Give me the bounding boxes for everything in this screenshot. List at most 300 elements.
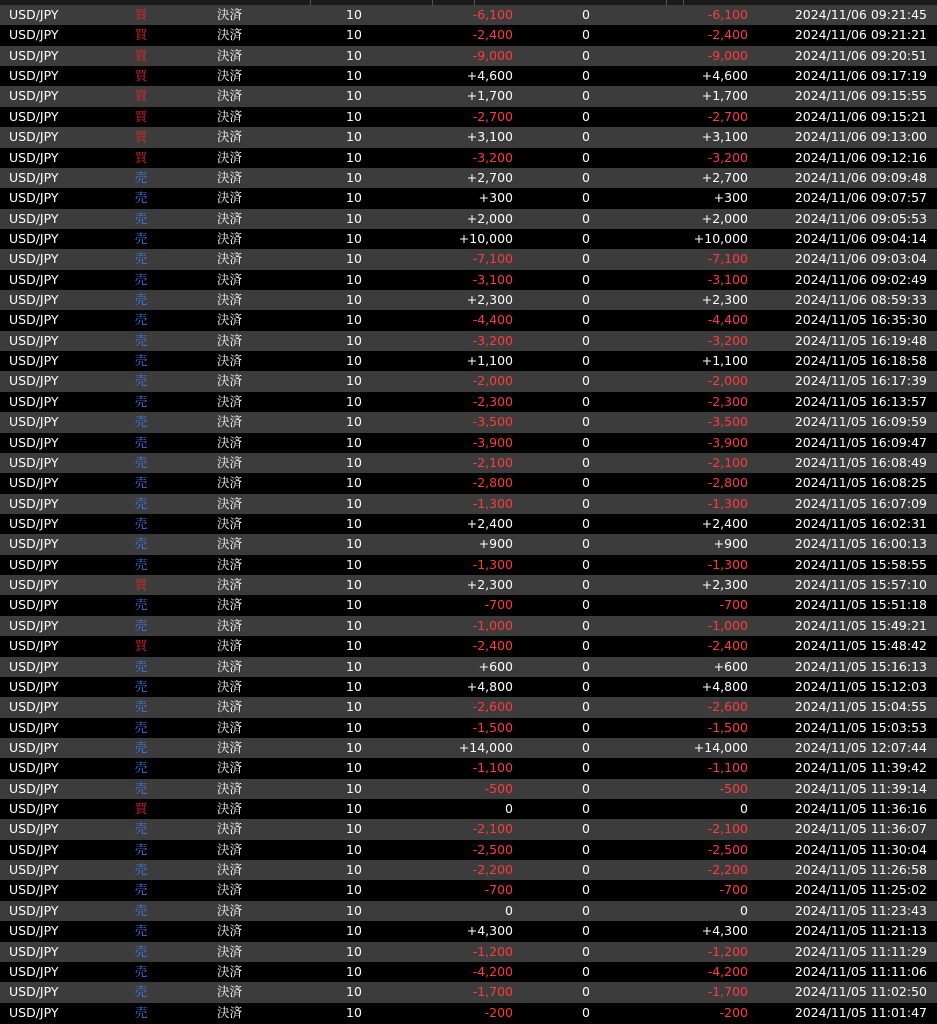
trade-type-cell: 決済 [217, 475, 243, 491]
quantity-cell: 10 [346, 638, 362, 654]
swap-cell: 0 [582, 190, 590, 206]
table-row[interactable] [0, 249, 937, 269]
trade-type-cell: 決済 [217, 434, 243, 450]
side-cell: 売 [134, 556, 148, 572]
quantity-cell: 10 [346, 454, 362, 470]
currency-pair-cell: USD/JPY [9, 597, 59, 613]
currency-pair-cell: USD/JPY [9, 434, 59, 450]
profit-loss-cell: -3,100 [472, 271, 513, 287]
trade-type-cell: 決済 [217, 984, 243, 1000]
swap-cell: 0 [582, 617, 590, 633]
trade-type-cell: 決済 [217, 292, 243, 308]
total-pl-cell: -9,000 [707, 47, 748, 63]
profit-loss-cell: -2,400 [472, 27, 513, 43]
total-pl-cell: +2,300 [701, 577, 748, 593]
swap-cell: 0 [582, 47, 590, 63]
profit-loss-cell: -3,500 [472, 414, 513, 430]
trade-type-cell: 決済 [217, 841, 243, 857]
currency-pair-cell: USD/JPY [9, 230, 59, 246]
total-pl-cell: +2,700 [701, 169, 748, 185]
profit-loss-cell: -3,900 [472, 434, 513, 450]
table-row[interactable] [0, 1003, 937, 1023]
timestamp-cell: 2024/11/06 09:03:04 [794, 251, 927, 267]
swap-cell: 0 [582, 454, 590, 470]
total-pl-cell: -3,200 [707, 332, 748, 348]
quantity-cell: 10 [346, 577, 362, 593]
quantity-cell: 10 [346, 739, 362, 755]
quantity-cell: 10 [346, 780, 362, 796]
profit-loss-cell: +300 [478, 190, 513, 206]
quantity-cell: 10 [346, 556, 362, 572]
currency-pair-cell: USD/JPY [9, 739, 59, 755]
timestamp-cell: 2024/11/05 15:48:42 [794, 638, 927, 654]
swap-cell: 0 [582, 27, 590, 43]
table-row[interactable] [0, 982, 937, 1002]
trade-type-cell: 決済 [217, 902, 243, 918]
table-row[interactable] [0, 453, 937, 473]
timestamp-cell: 2024/11/05 11:11:29 [794, 943, 927, 959]
side-cell: 売 [134, 923, 148, 939]
timestamp-cell: 2024/11/06 09:07:57 [794, 190, 927, 206]
timestamp-cell: 2024/11/05 15:51:18 [794, 597, 927, 613]
swap-cell: 0 [582, 1004, 590, 1020]
quantity-cell: 10 [346, 312, 362, 328]
table-row[interactable] [0, 168, 937, 188]
currency-pair-cell: USD/JPY [9, 169, 59, 185]
table-row[interactable] [0, 534, 937, 554]
timestamp-cell: 2024/11/06 09:15:55 [794, 88, 927, 104]
timestamp-cell: 2024/11/05 16:07:09 [794, 495, 927, 511]
total-pl-cell: +2,000 [701, 210, 748, 226]
currency-pair-cell: USD/JPY [9, 515, 59, 531]
currency-pair-cell: USD/JPY [9, 882, 59, 898]
trade-type-cell: 決済 [217, 719, 243, 735]
side-cell: 売 [134, 617, 148, 633]
trade-type-cell: 決済 [217, 373, 243, 389]
swap-cell: 0 [582, 292, 590, 308]
table-row[interactable] [0, 494, 937, 514]
side-cell: 売 [134, 190, 148, 206]
timestamp-cell: 2024/11/06 09:13:00 [794, 129, 927, 145]
table-row[interactable] [0, 107, 937, 127]
swap-cell: 0 [582, 495, 590, 511]
trade-type-cell: 決済 [217, 271, 243, 287]
timestamp-cell: 2024/11/05 16:09:47 [794, 434, 927, 450]
profit-loss-cell: +10,000 [458, 230, 513, 246]
total-pl-cell: +3,100 [701, 129, 748, 145]
quantity-cell: 10 [346, 475, 362, 491]
trade-type-cell: 決済 [217, 638, 243, 654]
table-row[interactable] [0, 188, 937, 208]
quantity-cell: 10 [346, 536, 362, 552]
profit-loss-cell: -4,200 [472, 963, 513, 979]
quantity-cell: 10 [346, 373, 362, 389]
total-pl-cell: 0 [740, 801, 748, 817]
total-pl-cell: -2,300 [707, 393, 748, 409]
profit-loss-cell: +2,700 [466, 169, 513, 185]
profit-loss-cell: -500 [484, 780, 513, 796]
total-pl-cell: -2,800 [707, 475, 748, 491]
trade-type-cell: 決済 [217, 414, 243, 430]
side-cell: 買 [134, 129, 148, 145]
profit-loss-cell: +900 [478, 536, 513, 552]
profit-loss-cell: -3,200 [472, 149, 513, 165]
table-row[interactable] [0, 779, 937, 799]
swap-cell: 0 [582, 129, 590, 145]
profit-loss-cell: -2,300 [472, 393, 513, 409]
quantity-cell: 10 [346, 841, 362, 857]
quantity-cell: 10 [346, 515, 362, 531]
quantity-cell: 10 [346, 332, 362, 348]
total-pl-cell: -3,900 [707, 434, 748, 450]
swap-cell: 0 [582, 963, 590, 979]
currency-pair-cell: USD/JPY [9, 373, 59, 389]
table-row[interactable] [0, 595, 937, 615]
side-cell: 売 [134, 678, 148, 694]
currency-pair-cell: USD/JPY [9, 841, 59, 857]
table-row[interactable] [0, 616, 937, 636]
total-pl-cell: -1,300 [707, 495, 748, 511]
profit-loss-cell: -1,000 [472, 617, 513, 633]
side-cell: 売 [134, 658, 148, 674]
currency-pair-cell: USD/JPY [9, 556, 59, 572]
timestamp-cell: 2024/11/05 16:08:49 [794, 454, 927, 470]
swap-cell: 0 [582, 271, 590, 287]
profit-loss-cell: -1,300 [472, 556, 513, 572]
profit-loss-cell: +2,400 [466, 515, 513, 531]
timestamp-cell: 2024/11/05 16:13:57 [794, 393, 927, 409]
total-pl-cell: -500 [719, 780, 748, 796]
side-cell: 売 [134, 454, 148, 470]
table-row[interactable] [0, 840, 937, 860]
profit-loss-cell: -1,700 [472, 984, 513, 1000]
swap-cell: 0 [582, 210, 590, 226]
timestamp-cell: 2024/11/05 15:57:10 [794, 577, 927, 593]
side-cell: 買 [134, 149, 148, 165]
table-row[interactable] [0, 473, 937, 493]
swap-cell: 0 [582, 801, 590, 817]
timestamp-cell: 2024/11/05 11:11:06 [794, 963, 927, 979]
total-pl-cell: -2,700 [707, 108, 748, 124]
profit-loss-cell: -2,400 [472, 638, 513, 654]
quantity-cell: 10 [346, 862, 362, 878]
profit-loss-cell: -1,100 [472, 760, 513, 776]
timestamp-cell: 2024/11/05 16:02:31 [794, 515, 927, 531]
quantity-cell: 10 [346, 760, 362, 776]
total-pl-cell: -700 [719, 597, 748, 613]
table-body [0, 5, 937, 1023]
currency-pair-cell: USD/JPY [9, 251, 59, 267]
table-row[interactable] [0, 5, 937, 25]
table-row[interactable] [0, 392, 937, 412]
timestamp-cell: 2024/11/06 09:04:14 [794, 230, 927, 246]
trade-type-cell: 決済 [217, 129, 243, 145]
quantity-cell: 10 [346, 821, 362, 837]
profit-loss-cell: +2,300 [466, 292, 513, 308]
side-cell: 買 [134, 88, 148, 104]
currency-pair-cell: USD/JPY [9, 923, 59, 939]
table-row[interactable] [0, 860, 937, 880]
timestamp-cell: 2024/11/05 15:49:21 [794, 617, 927, 633]
table-row[interactable] [0, 86, 937, 106]
table-row[interactable] [0, 555, 937, 575]
trade-type-cell: 決済 [217, 393, 243, 409]
total-pl-cell: +2,300 [701, 292, 748, 308]
currency-pair-cell: USD/JPY [9, 699, 59, 715]
swap-cell: 0 [582, 393, 590, 409]
table-row[interactable] [0, 433, 937, 453]
table-row[interactable] [0, 657, 937, 677]
quantity-cell: 10 [346, 699, 362, 715]
table-row[interactable] [0, 677, 937, 697]
timestamp-cell: 2024/11/05 11:36:16 [794, 801, 927, 817]
swap-cell: 0 [582, 475, 590, 491]
trade-type-cell: 決済 [217, 739, 243, 755]
timestamp-cell: 2024/11/05 11:25:02 [794, 882, 927, 898]
timestamp-cell: 2024/11/05 16:19:48 [794, 332, 927, 348]
total-pl-cell: 0 [740, 902, 748, 918]
profit-loss-cell: +14,000 [458, 739, 513, 755]
trade-type-cell: 決済 [217, 88, 243, 104]
total-pl-cell: -2,200 [707, 862, 748, 878]
quantity-cell: 10 [346, 149, 362, 165]
swap-cell: 0 [582, 638, 590, 654]
quantity-cell: 10 [346, 393, 362, 409]
table-row[interactable] [0, 229, 937, 249]
profit-loss-cell: +4,300 [466, 923, 513, 939]
total-pl-cell: -4,400 [707, 312, 748, 328]
swap-cell: 0 [582, 984, 590, 1000]
currency-pair-cell: USD/JPY [9, 1004, 59, 1020]
total-pl-cell: -2,000 [707, 373, 748, 389]
total-pl-cell: -1,200 [707, 943, 748, 959]
timestamp-cell: 2024/11/05 11:01:47 [794, 1004, 927, 1020]
trade-type-cell: 決済 [217, 230, 243, 246]
table-row[interactable] [0, 270, 937, 290]
quantity-cell: 10 [346, 169, 362, 185]
table-row[interactable] [0, 46, 937, 66]
profit-loss-cell: -2,500 [472, 841, 513, 857]
currency-pair-cell: USD/JPY [9, 108, 59, 124]
table-row[interactable] [0, 290, 937, 310]
timestamp-cell: 2024/11/05 16:08:25 [794, 475, 927, 491]
currency-pair-cell: USD/JPY [9, 963, 59, 979]
table-row[interactable] [0, 209, 937, 229]
timestamp-cell: 2024/11/05 11:26:58 [794, 862, 927, 878]
swap-cell: 0 [582, 821, 590, 837]
trade-type-cell: 決済 [217, 68, 243, 84]
table-row[interactable] [0, 575, 937, 595]
total-pl-cell: +600 [713, 658, 748, 674]
table-row[interactable] [0, 25, 937, 45]
total-pl-cell: -2,400 [707, 638, 748, 654]
timestamp-cell: 2024/11/05 16:00:13 [794, 536, 927, 552]
table-row[interactable] [0, 799, 937, 819]
trade-type-cell: 決済 [217, 780, 243, 796]
quantity-cell: 10 [346, 129, 362, 145]
table-row[interactable] [0, 819, 937, 839]
side-cell: 買 [134, 68, 148, 84]
currency-pair-cell: USD/JPY [9, 190, 59, 206]
currency-pair-cell: USD/JPY [9, 862, 59, 878]
side-cell: 売 [134, 739, 148, 755]
total-pl-cell: +14,000 [693, 739, 748, 755]
trade-type-cell: 決済 [217, 47, 243, 63]
swap-cell: 0 [582, 597, 590, 613]
profit-loss-cell: +3,100 [466, 129, 513, 145]
swap-cell: 0 [582, 862, 590, 878]
table-row[interactable] [0, 351, 937, 371]
table-row[interactable] [0, 310, 937, 330]
timestamp-cell: 2024/11/05 11:30:04 [794, 841, 927, 857]
swap-cell: 0 [582, 902, 590, 918]
quantity-cell: 10 [346, 658, 362, 674]
timestamp-cell: 2024/11/05 11:39:14 [794, 780, 927, 796]
quantity-cell: 10 [346, 943, 362, 959]
total-pl-cell: +4,300 [701, 923, 748, 939]
total-pl-cell: -7,100 [707, 251, 748, 267]
swap-cell: 0 [582, 332, 590, 348]
timestamp-cell: 2024/11/06 09:15:21 [794, 108, 927, 124]
currency-pair-cell: USD/JPY [9, 475, 59, 491]
quantity-cell: 10 [346, 882, 362, 898]
side-cell: 買 [134, 47, 148, 63]
side-cell: 買 [134, 108, 148, 124]
total-pl-cell: +4,800 [701, 678, 748, 694]
table-row[interactable] [0, 901, 937, 921]
trade-type-cell: 決済 [217, 617, 243, 633]
side-cell: 売 [134, 1004, 148, 1020]
profit-loss-cell: -6,100 [472, 7, 513, 22]
total-pl-cell: -1,000 [707, 617, 748, 633]
currency-pair-cell: USD/JPY [9, 312, 59, 328]
swap-cell: 0 [582, 312, 590, 328]
currency-pair-cell: USD/JPY [9, 414, 59, 430]
side-cell: 売 [134, 312, 148, 328]
side-cell: 売 [134, 760, 148, 776]
table-row[interactable] [0, 371, 937, 391]
quantity-cell: 10 [346, 68, 362, 84]
table-row[interactable] [0, 412, 937, 432]
profit-loss-cell: +2,300 [466, 577, 513, 593]
table-row[interactable] [0, 921, 937, 941]
profit-loss-cell: -1,200 [472, 943, 513, 959]
table-row[interactable] [0, 148, 937, 168]
trade-type-cell: 決済 [217, 210, 243, 226]
total-pl-cell: -2,400 [707, 27, 748, 43]
table-row[interactable] [0, 331, 937, 351]
side-cell: 買 [134, 801, 148, 817]
table-row[interactable] [0, 758, 937, 778]
table-row[interactable] [0, 942, 937, 962]
swap-cell: 0 [582, 658, 590, 674]
total-pl-cell: +10,000 [693, 230, 748, 246]
quantity-cell: 10 [346, 27, 362, 43]
swap-cell: 0 [582, 88, 590, 104]
timestamp-cell: 2024/11/05 16:09:59 [794, 414, 927, 430]
total-pl-cell: -2,100 [707, 821, 748, 837]
table-row[interactable] [0, 697, 937, 717]
quantity-cell: 10 [346, 230, 362, 246]
total-pl-cell: +1,700 [701, 88, 748, 104]
profit-loss-cell: -1,300 [472, 495, 513, 511]
trade-type-cell: 決済 [217, 536, 243, 552]
currency-pair-cell: USD/JPY [9, 88, 59, 104]
table-row[interactable] [0, 738, 937, 758]
quantity-cell: 10 [346, 88, 362, 104]
swap-cell: 0 [582, 108, 590, 124]
profit-loss-cell: -7,100 [472, 251, 513, 267]
swap-cell: 0 [582, 882, 590, 898]
currency-pair-cell: USD/JPY [9, 902, 59, 918]
quantity-cell: 10 [346, 1004, 362, 1020]
total-pl-cell: -1,700 [707, 984, 748, 1000]
timestamp-cell: 2024/11/06 09:02:49 [794, 271, 927, 287]
side-cell: 買 [134, 638, 148, 654]
quantity-cell: 10 [346, 190, 362, 206]
timestamp-cell: 2024/11/06 09:05:53 [794, 210, 927, 226]
swap-cell: 0 [582, 719, 590, 735]
timestamp-cell: 2024/11/05 15:03:53 [794, 719, 927, 735]
currency-pair-cell: USD/JPY [9, 678, 59, 694]
trade-type-cell: 決済 [217, 312, 243, 328]
trade-type-cell: 決済 [217, 699, 243, 715]
table-row[interactable] [0, 636, 937, 656]
profit-loss-cell: -700 [484, 882, 513, 898]
timestamp-cell: 2024/11/06 09:21:21 [794, 27, 927, 43]
total-pl-cell: -3,100 [707, 271, 748, 287]
currency-pair-cell: USD/JPY [9, 292, 59, 308]
side-cell: 売 [134, 984, 148, 1000]
side-cell: 売 [134, 862, 148, 878]
side-cell: 買 [134, 27, 148, 43]
total-pl-cell: -2,600 [707, 699, 748, 715]
swap-cell: 0 [582, 699, 590, 715]
trade-type-cell: 決済 [217, 821, 243, 837]
trade-type-cell: 決済 [217, 251, 243, 267]
side-cell: 売 [134, 536, 148, 552]
table-row[interactable] [0, 514, 937, 534]
side-cell: 売 [134, 515, 148, 531]
trade-type-cell: 決済 [217, 27, 243, 43]
timestamp-cell: 2024/11/05 11:23:43 [794, 902, 927, 918]
total-pl-cell: -4,200 [707, 963, 748, 979]
table-row[interactable] [0, 962, 937, 982]
side-cell: 売 [134, 434, 148, 450]
timestamp-cell: 2024/11/05 12:07:44 [794, 739, 927, 755]
table-row[interactable] [0, 718, 937, 738]
side-cell: 売 [134, 699, 148, 715]
trade-type-cell: 決済 [217, 943, 243, 959]
currency-pair-cell: USD/JPY [9, 27, 59, 43]
swap-cell: 0 [582, 251, 590, 267]
currency-pair-cell: USD/JPY [9, 149, 59, 165]
table-row[interactable] [0, 66, 937, 86]
timestamp-cell: 2024/11/05 16:35:30 [794, 312, 927, 328]
side-cell: 売 [134, 597, 148, 613]
quantity-cell: 10 [346, 7, 362, 22]
table-row[interactable] [0, 880, 937, 900]
swap-cell: 0 [582, 841, 590, 857]
table-row[interactable] [0, 127, 937, 147]
trade-type-cell: 決済 [217, 149, 243, 165]
trade-type-cell: 決済 [217, 963, 243, 979]
side-cell: 売 [134, 780, 148, 796]
profit-loss-cell: 0 [505, 902, 513, 918]
side-cell: 売 [134, 210, 148, 226]
total-pl-cell: +1,100 [701, 353, 748, 369]
swap-cell: 0 [582, 169, 590, 185]
